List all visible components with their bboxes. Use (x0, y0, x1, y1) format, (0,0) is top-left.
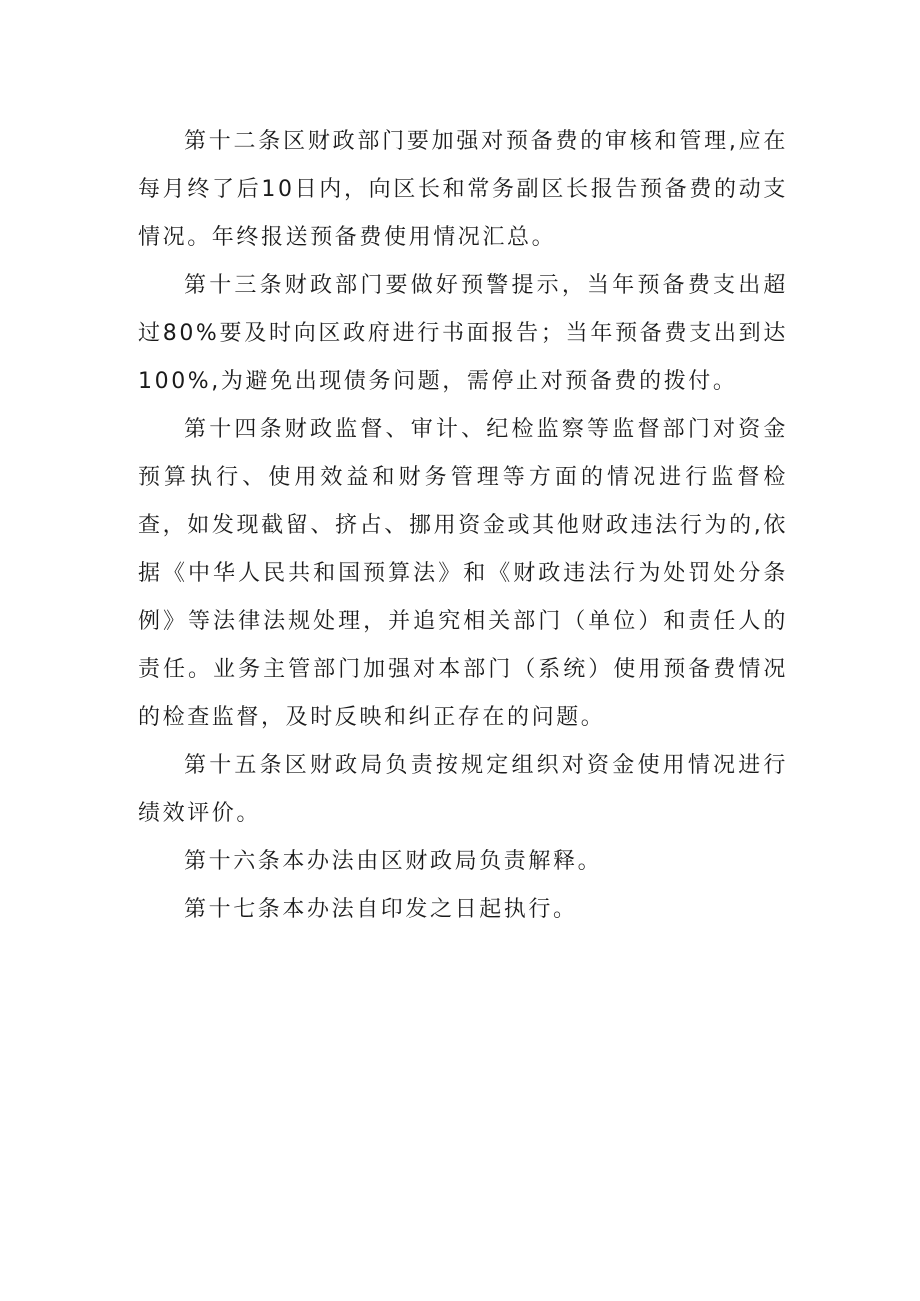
article-16-paragraph: 第十六条本办法由区财政局负责解释。 (184, 849, 603, 874)
document-body (138, 118, 788, 934)
article-17-paragraph: 第十七条本办法自印发之日起执行。 (184, 897, 578, 922)
article-14-paragraph: 第十四条财政监督、审计、纪检监察等监督部门对资金预算执行、使用效益和财务管理等方面的情况进行监督检查，如发现截留、挤占、挪用资金或其他财政违法行为的,依据《中华人民共和国预算法》和《财政违法行为处罚处分条例》等法律法规处理，并追究相关部门（单位）和责任人的责任。业务主管部门加强对本部门（系统）使用预备费情况的检查监督，及时反映和纠正存在的问题。 (138, 417, 788, 730)
article-15-paragraph: 第十五条区财政局负责按规定组织对资金使用情况进行绩效评价。 (138, 753, 788, 826)
article-12-paragraph: 第十二条区财政部门要加强对预备费的审核和管理,应在每月终了后10日内，向区长和常务副区长报告预备费的动支情况。年终报送预备费使用情况汇总。 (138, 129, 788, 250)
article-13-paragraph: 第十三条财政部门要做好预警提示，当年预备费支出超过80%要及时向区政府进行书面报告；当年预备费支出到达100%,为避免出现债务问题，需停止对预备费的拨付。 (138, 273, 788, 394)
